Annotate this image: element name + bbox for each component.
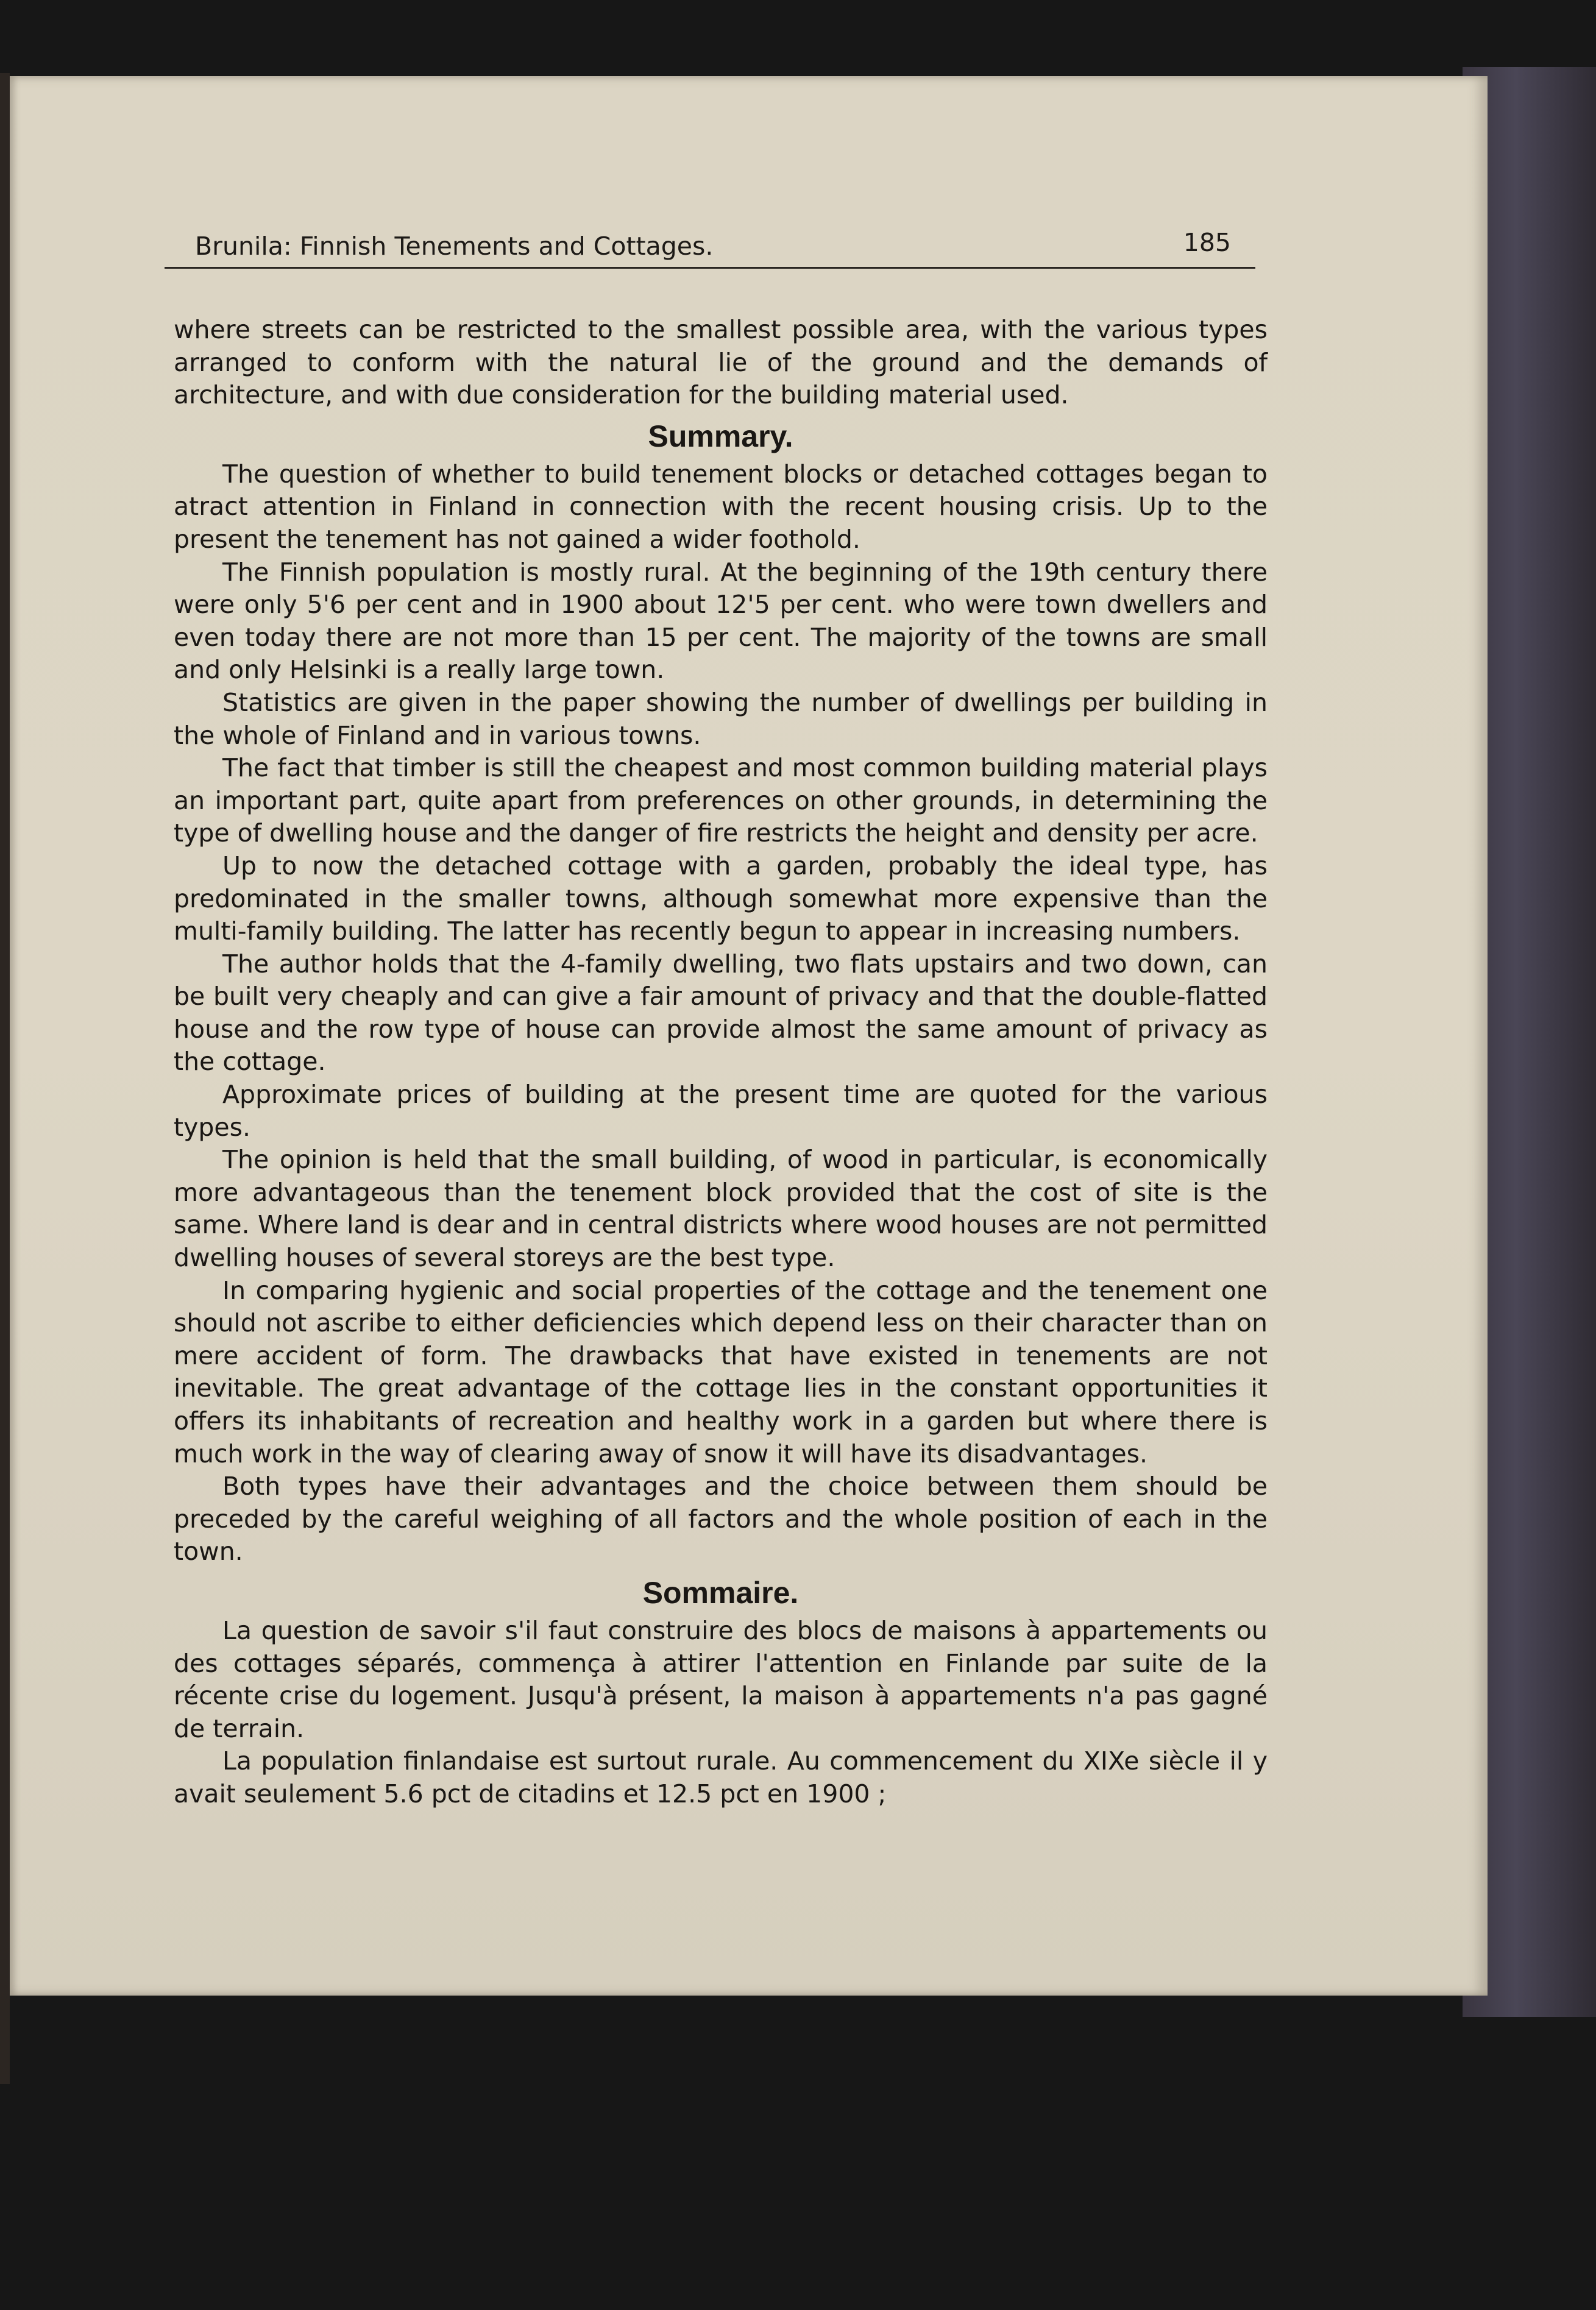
page-body: [174, 314, 1268, 1811]
summary-paragraph: The author holds that the 4-family dwelling, two flats upstairs and two down, can be built very cheaply and can give a fair amount of privacy and that the double-flatted house and the row type of house can provide almost the same amount of privacy as the cottage.: [174, 949, 1268, 1077]
book-binding-left: [0, 73, 10, 2084]
summary-paragraph: In comparing hygienic and social properties of the cottage and the tenement one should not ascribe to either deficiencies which depend less on their character than on mere accident of form. The drawbacks that have existed in tenements are not inevitable. The great advantage of the cottage lies in the constant opportunities it offers its inhabitants of recreation and healthy work in a garden but where there is much work in the way of clearing away of snow it will have its disadvantages.: [174, 1275, 1268, 1469]
summary-paragraph: Both types have their advantages and the choice between them should be preceded by the careful weighing of all factors and the whole position of each in the town.: [174, 1472, 1268, 1567]
summary-paragraph: Approximate prices of building at the present time are quoted for the various types.: [174, 1080, 1268, 1142]
summary-heading: Summary.: [648, 419, 793, 453]
sommaire-heading: Sommaire.: [642, 1575, 799, 1610]
summary-paragraph: Statistics are given in the paper showing the number of dwellings per building in the whole of Finland and in various towns.: [174, 687, 1268, 750]
summary-paragraph: The opinion is held that the small building, of wood in particular, is economically more advantageous than the tenement block provided that the cost of site is the same. Where land is dear and in central districts where wood houses are not permitted dwelling houses of several storeys are the best type.: [174, 1145, 1268, 1273]
summary-paragraph: Up to now the detached cottage with a garden, probably the ideal type, has predominated in the smaller towns, although somewhat more expensive than the multi-family building. The latter has recently begun to appear in increasing numbers.: [174, 851, 1268, 946]
page-number: 185: [1183, 228, 1231, 257]
summary-paragraph: The Finnish population is mostly rural. At the beginning of the 19th century there were only 5'6 per cent and in 1900 about 12'5 per cent. who were town dwellers and even today there are not more than 15 per cent. The majority of the towns are small and only Helsinki is a really large town.: [174, 557, 1268, 685]
header-rule: [165, 267, 1255, 269]
summary-paragraph: The fact that timber is still the cheapest and most common building material plays an important part, quite apart from preferences on other grounds, in determining the type of dwelling house and the danger of fire restricts the height and density per acre.: [174, 753, 1268, 848]
intro-paragraph: where streets can be restricted to the smallest possible area, with the various types arranged to conform with the natural lie of the ground and the demands of architecture, and with due consideration for the building material used.: [174, 315, 1268, 410]
running-header: [195, 228, 1255, 268]
running-title: Brunila: Finnish Tenements and Cottages.: [195, 232, 714, 261]
sommaire-paragraph: La question de savoir s'il faut construire des blocs de maisons à appartements ou des cottages séparés, commença à attirer l'attention en Finlande par suite de la récente crise du logement. Jusqu'à présent, la maison à appartements n'a pas gagné de terrain.: [174, 1615, 1268, 1743]
summary-paragraph: The question of whether to build tenement blocks or detached cottages began to atract attention in Finland in connection with the recent housing crisis. Up to the present the tenement has not gained a wider foothold.: [174, 459, 1268, 554]
sommaire-paragraph: La population finlandaise est surtout rurale. Au commencement du XIXe siècle il y avait seulement 5.6 pct de citadins et 12.5 pct en 1900 ;: [174, 1746, 1268, 1809]
